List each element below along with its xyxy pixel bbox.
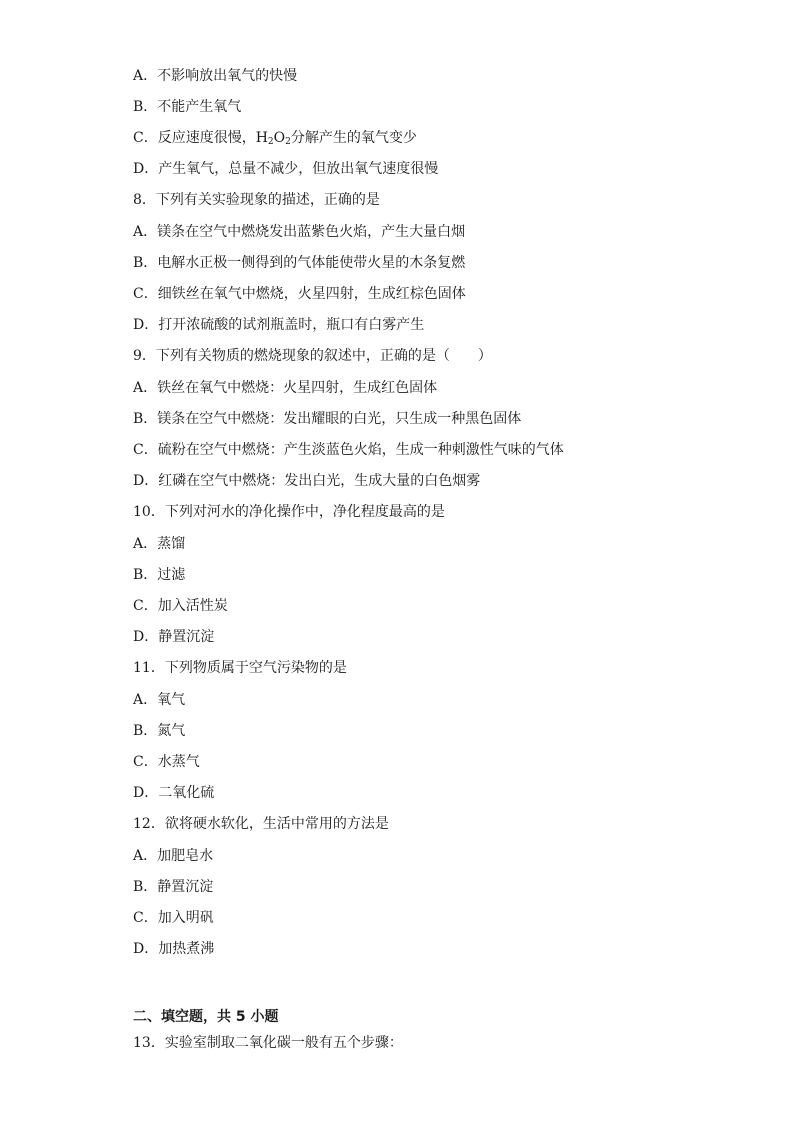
q8-option-d: D．打开浓硫酸的试剂瓶盖时，瓶口有白雾产生: [133, 317, 425, 333]
q7-option-c: [133, 129, 417, 147]
q7-option-d: D．产生氧气，总量不减少，但放出氧气速度很慢: [133, 161, 439, 177]
q12-stem: 12．欲将硬水软化，生活中常用的方法是: [133, 816, 389, 832]
q12-option-b: B．静置沉淀: [133, 879, 214, 895]
q9-option-b: B．镁条在空气中燃烧：发出耀眼的白光，只生成一种黑色固体: [133, 411, 522, 427]
q9-option-c: C．硫粉在空气中燃烧：产生淡蓝色火焰，生成一种刺激性气味的气体: [133, 442, 564, 458]
q7-option-c-sub2: 2: [285, 137, 291, 147]
q9-option-d: D．红磷在空气中燃烧：发出白光，生成大量的白色烟雾: [133, 473, 481, 489]
q10-option-b: B．过滤: [133, 567, 186, 583]
q8-option-a: A．镁条在空气中燃烧发出蓝紫色火焰，产生大量白烟: [133, 224, 466, 240]
q7-option-c-suffix: 分解产生的氧气变少: [290, 130, 417, 146]
q13-stem: 13．实验室制取二氧化碳一般有五个步骤：: [133, 1035, 403, 1051]
q11-option-a: A．氧气: [133, 692, 186, 708]
q12-option-a: A．加肥皂水: [133, 848, 214, 864]
q11-option-d: D．二氧化硫: [133, 785, 215, 801]
q12-option-d: D．加热煮沸: [133, 941, 215, 957]
q8-stem: 8．下列有关实验现象的描述，正确的是: [133, 192, 380, 208]
q12-option-c: C．加入明矾: [133, 910, 214, 926]
q7-option-a: A．不影响放出氧气的快慢: [133, 68, 298, 84]
q10-option-c: C．加入活性炭: [133, 598, 228, 614]
q9-stem: 9．下列有关物质的燃烧现象的叙述中，正确的是（ ）: [133, 348, 492, 364]
q10-stem: 10．下列对河水的净化操作中，净化程度最高的是: [133, 504, 445, 520]
q11-stem: 11．下列物质属于空气污染物的是: [133, 660, 347, 676]
q7-option-c-mid: O: [273, 130, 286, 146]
q10-option-a: A．蒸馏: [133, 536, 186, 552]
q8-option-c: C．细铁丝在氧气中燃烧，火星四射，生成红棕色固体: [133, 286, 466, 302]
q7-option-b: B．不能产生氧气: [133, 99, 242, 115]
q7-option-c-sub1: 2: [267, 137, 274, 147]
q7-option-c-prefix: C．反应速度很慢，H: [133, 130, 268, 146]
section-title-fill-in: 二、填空题，共 5 小题: [133, 1009, 279, 1025]
q11-option-b: B．氮气: [133, 723, 186, 739]
q10-option-d: D．静置沉淀: [133, 629, 215, 645]
q11-option-c: C．水蒸气: [133, 754, 200, 770]
q8-option-b: B．电解水正极一侧得到的气体能使带火星的木条复燃: [133, 255, 466, 271]
q9-option-a: A．铁丝在氧气中燃烧：火星四射，生成红色固体: [133, 380, 438, 396]
